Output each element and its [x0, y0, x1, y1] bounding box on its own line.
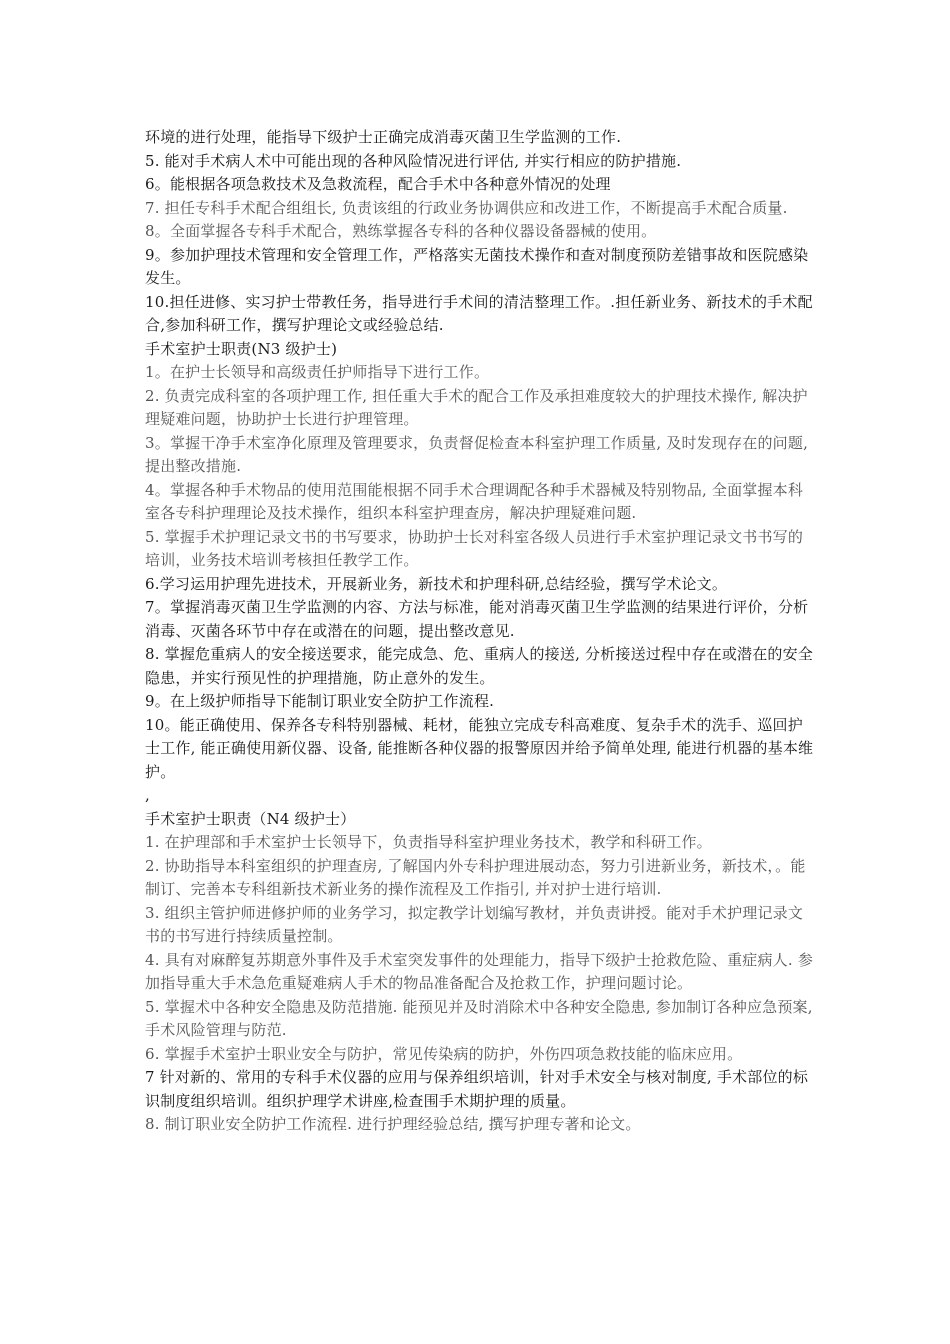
- paragraph: 10.担任进修、实习护士带教任务，指导进行手术间的清洁整理工作。.担任新业务、新技术的手术配合,参加科研工作，撰写护理论文或经验总结.: [145, 292, 813, 334]
- paragraph: 7. 担任专科手术配合组组长, 负责该组的行政业务协调供应和改进工作，不断提高手术配合质量.: [145, 198, 788, 217]
- paragraph: 8. 制订职业安全防护工作流程. 进行护理经验总结, 撰写护理专著和论文。: [145, 1115, 641, 1133]
- document-body: [145, 126, 815, 1137]
- stray-comma: ,: [145, 786, 150, 804]
- section-heading-n4: 手术室护士职责（N4 级护士）: [145, 809, 356, 828]
- paragraph: 9。参加护理技术管理和安全管理工作，严格落实无菌技术操作和查对制度预防差错事故和医院感染发生。: [145, 245, 809, 287]
- paragraph: 1。在护士长领导和高级责任护师指导下进行工作。: [145, 363, 490, 381]
- paragraph: 5. 能对手术病人术中可能出现的各种风险情况进行评估, 并实行相应的防护措施.: [145, 151, 682, 170]
- paragraph: 5. 掌握手术护理记录文书的书写要求，协助护士长对科室各级人员进行手术室护理记录文书书写的培训，业务技术培训考核担任教学工作。: [145, 527, 804, 569]
- paragraph: 6.学习运用护理先进技术，开展新业务，新技术和护理科研,总结经验，撰写学术论文。: [145, 574, 728, 593]
- paragraph: 8。全面掌握各专科手术配合，熟练掌握各专科的各种仪器设备器械的使用。: [145, 222, 657, 240]
- paragraph: 3。掌握干净手术室净化原理及管理要求，负责督促检查本科室护理工作质量, 及时发现存在的问题, 提出整改措施.: [145, 433, 809, 475]
- paragraph: 4. 具有对麻醉复苏期意外事件及手术室突发事件的处理能力，指导下级护士抢救危险、重症病人. 参加指导重大手术急危重疑难病人手术的物品准备配合及抢救工作，护理问题讨论。: [145, 950, 814, 992]
- paragraph: 7。掌握消毒灭菌卫生学监测的内容、方法与标准，能对消毒灭菌卫生学监测的结果进行评价，分析消毒、灭菌各环节中存在或潜在的问题，提出整改意见.: [145, 598, 809, 640]
- paragraph: 环境的进行处理，能指导下级护士正确完成消毒灭菌卫生学监测的工作.: [145, 128, 622, 146]
- paragraph: 7 针对新的、常用的专科手术仪器的应用与保养组织培训，针对手术安全与核对制度, 手术部位的标识制度组织培训。组织护理学术讲座,检查围手术期护理的质量。: [145, 1068, 809, 1110]
- paragraph: 8. 掌握危重病人的安全接送要求，能完成急、危、重病人的接送, 分析接送过程中存在或潜在的安全隐患，并实行预见性的护理措施，防止意外的发生。: [145, 645, 814, 687]
- paragraph: 2. 协助指导本科室组织的护理查房, 了解国内外专科护理进展动态，努力引进新业务，新技术，。能制订、完善本专科组新技术新业务的操作流程及工作指引, 并对护士进行培训.: [145, 856, 806, 898]
- paragraph: 10。能正确使用、保养各专科特别器械、耗材，能独立完成专科高难度、复杂手术的洗手、巡回护士工作, 能正确使用新仪器、设备, 能推断各种仪器的报警原因并给予简单处理, 能进行机器的基本维护。: [145, 715, 814, 781]
- paragraph: 1. 在护理部和手术室护士长领导下，负责指导科室护理业务技术，教学和科研工作。: [145, 833, 712, 851]
- paragraph: 3. 组织主管护师进修护师的业务学习，拟定教学计划编写教材，并负责讲授。能对手术护理记录文书的书写进行持续质量控制。: [145, 903, 804, 945]
- paragraph: 6. 掌握手术室护士职业安全与防护，常见传染病的防护，外伤四项急救技能的临床应用。: [145, 1044, 743, 1063]
- paragraph: 4。掌握各种手术物品的使用范围能根据不同手术合理调配各种手术器械及特别物品, 全面掌握本科室各专科护理理论及技术操作，组织本科室护理查房，解决护理疑难问题.: [145, 480, 804, 522]
- section-heading-n3: 手术室护士职责(N3 级护士): [145, 339, 338, 358]
- paragraph: 2. 负责完成科室的各项护理工作, 担任重大手术的配合工作及承担难度较大的护理技术操作, 解决护理疑难问题，协助护士长进行护理管理。: [145, 386, 808, 428]
- paragraph: 9。在上级护师指导下能制订职业安全防护工作流程.: [145, 692, 495, 710]
- paragraph: 5. 掌握术中各种安全隐患及防范措施. 能预见并及时消除术中各种安全隐患, 参加制订各种应急预案, 手术风险管理与防范.: [145, 997, 813, 1039]
- paragraph: 6。能根据各项急救技术及急救流程，配合手术中各种意外情况的处理: [145, 175, 611, 193]
